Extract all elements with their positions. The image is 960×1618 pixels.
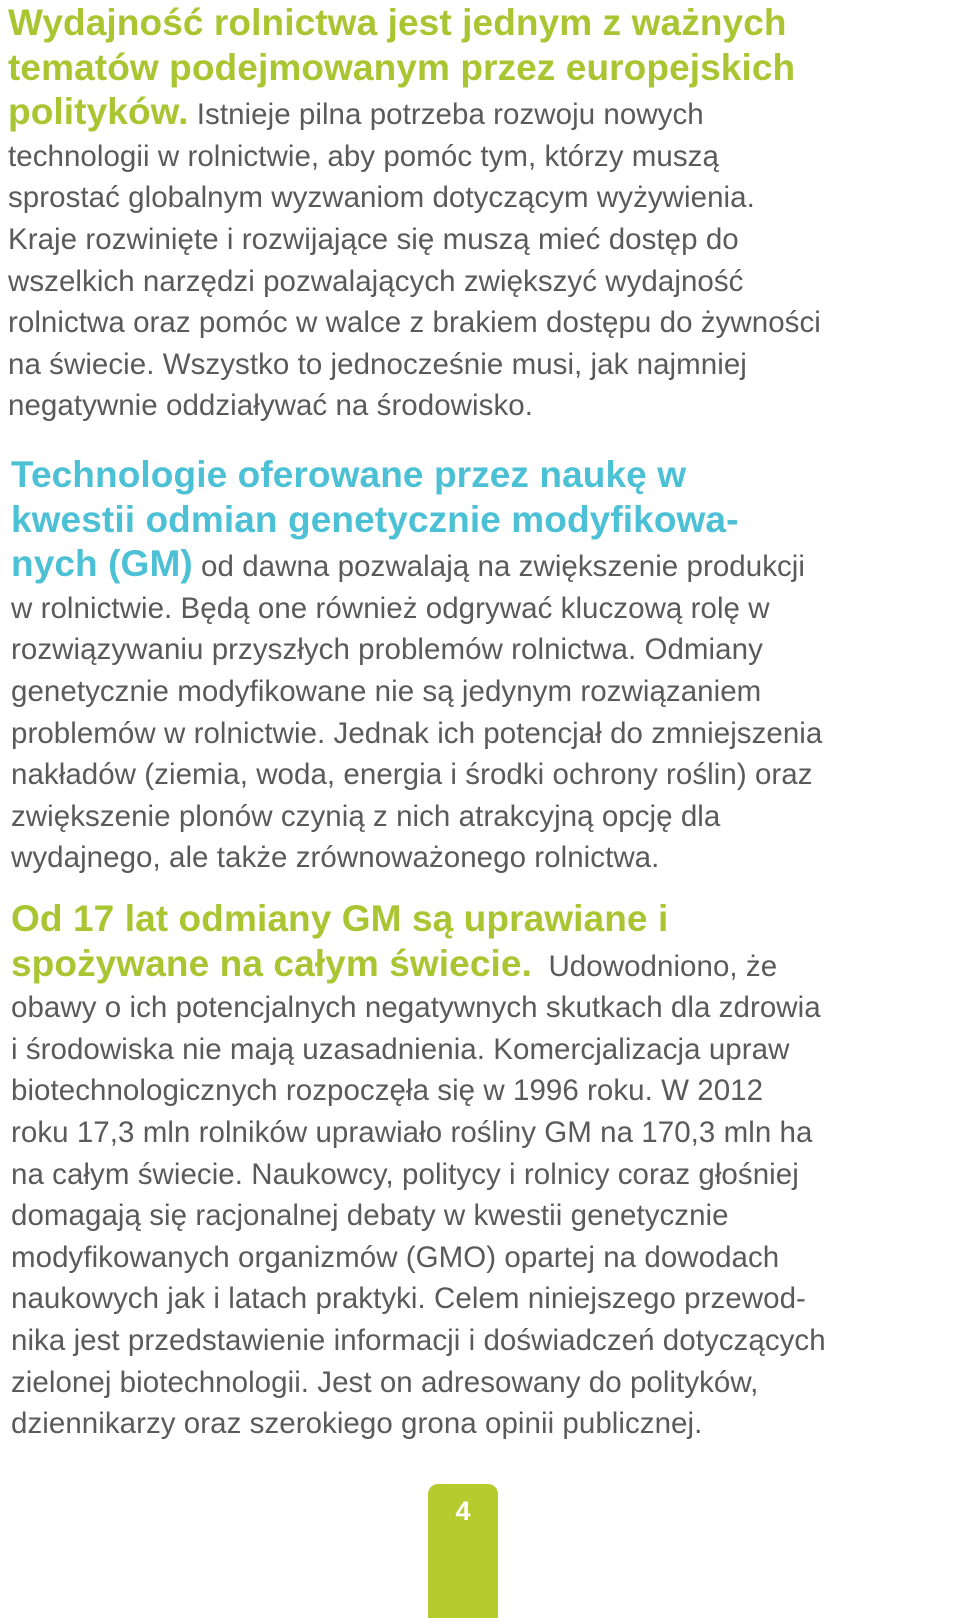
intro-lead: Wydajność rolnictwa jest jednym z ważnych tematów podejmowanym przez europejskich polityków. [8, 2, 796, 133]
gm-history-body-line: Udowodniono, że [548, 949, 778, 983]
gm-history-body-line: domagają się racjonalnej debaty w kwestii genetycznie [11, 1199, 729, 1233]
gm-history-body-line: i środowiska nie mają uzasadnienia. Komercjalizacja upraw [11, 1032, 790, 1066]
page-number: 4 [455, 1496, 471, 1526]
gm-technology-lead-line: kwestii odmian genetycznie modyfikowa- [11, 498, 739, 540]
intro-body-line: wszelkich narzędzi pozwalających zwiększyć wydajność [8, 264, 744, 298]
gm-history-lead-line: Od 17 lat odmiany GM są uprawiane i [11, 898, 669, 939]
gm-technology-lead-line: nych (GM) [11, 543, 193, 585]
gm-technology-body-line: od dawna pozwalają na zwiększenie produkcji [201, 550, 806, 584]
gm-technology-body-line: zwiększenie plonów czynią z nich atrakcyjną opcję dla [11, 799, 721, 833]
gm-technology-body-line: wydajnego, ale także zrównoważonego rolnictwa. [11, 841, 660, 875]
gm-technology-body-line: problemów w rolnictwie. Jednak ich potencjał do zmniejszenia [11, 716, 823, 750]
gm-technology-paragraph [11, 454, 941, 879]
gm-history-body-line: zielonej biotechnologii. Jest on adresowany do polityków, [11, 1365, 759, 1399]
page-number-tab [428, 1484, 498, 1618]
intro-body-line: Istnieje pilna potrzeba rozwoju nowych [196, 98, 704, 132]
gm-technology-body-line: w rolnictwie. Będą one również odgrywać kluczową rolę w [11, 591, 770, 625]
gm-technology-body-line: nakładów (ziemia, woda, energia i środki ochrony roślin) oraz [11, 758, 813, 792]
intro-body-line: sprostać globalnym wyzwaniom dotyczącym wyżywienia. [8, 181, 755, 215]
gm-history-body-line: roku 17,3 mln rolników uprawiało rośliny GM na 170,3 mln ha [11, 1115, 813, 1149]
intro-body-line: technologii w rolnictwie, aby pomóc tym, którzy muszą [8, 139, 719, 173]
gm-technology-body-line: genetycznie modyfikowane nie są jedynym rozwiązaniem [11, 674, 762, 708]
intro-body-line: na świecie. Wszystko to jednocześnie musi, jak najmniej [8, 347, 747, 381]
gm-history-paragraph [11, 898, 941, 1445]
intro-paragraph [8, 2, 938, 427]
intro-body-line: negatywnie oddziaływać na środowisko. [8, 389, 533, 423]
intro-body-line: Kraje rozwinięte i rozwijające się muszą mieć dostęp do [8, 222, 739, 256]
gm-history-body-line: modyfikowanych organizmów (GMO) opartej na dowodach [11, 1240, 780, 1274]
gm-history-lead-line: spożywane na całym świecie. [11, 942, 532, 984]
gm-history-body-line: nika jest przedstawienie informacji i doświadczeń dotyczących [11, 1323, 826, 1357]
gm-history-body-line: obawy o ich potencjalnych negatywnych skutkach dla zdrowia [11, 991, 821, 1025]
gm-history-body-line: naukowych jak i latach praktyki. Celem niniejszego przewod- [11, 1282, 806, 1316]
intro-body-line: rolnictwa oraz pomóc w walce z brakiem dostępu do żywności [8, 306, 821, 340]
gm-technology-body-line: rozwiązywaniu przyszłych problemów rolnictwa. Odmiany [11, 633, 763, 667]
gm-history-body-line: biotechnologicznych rozpoczęła się w 1996 roku. W 2012 [11, 1074, 764, 1108]
gm-technology-lead-line: Technologie oferowane przez naukę w [11, 454, 687, 495]
gm-history-body-line: na całym świecie. Naukowcy, politycy i rolnicy coraz głośniej [11, 1157, 799, 1191]
gm-history-body-line: dziennikarzy oraz szerokiego grona opinii publicznej. [11, 1407, 703, 1441]
